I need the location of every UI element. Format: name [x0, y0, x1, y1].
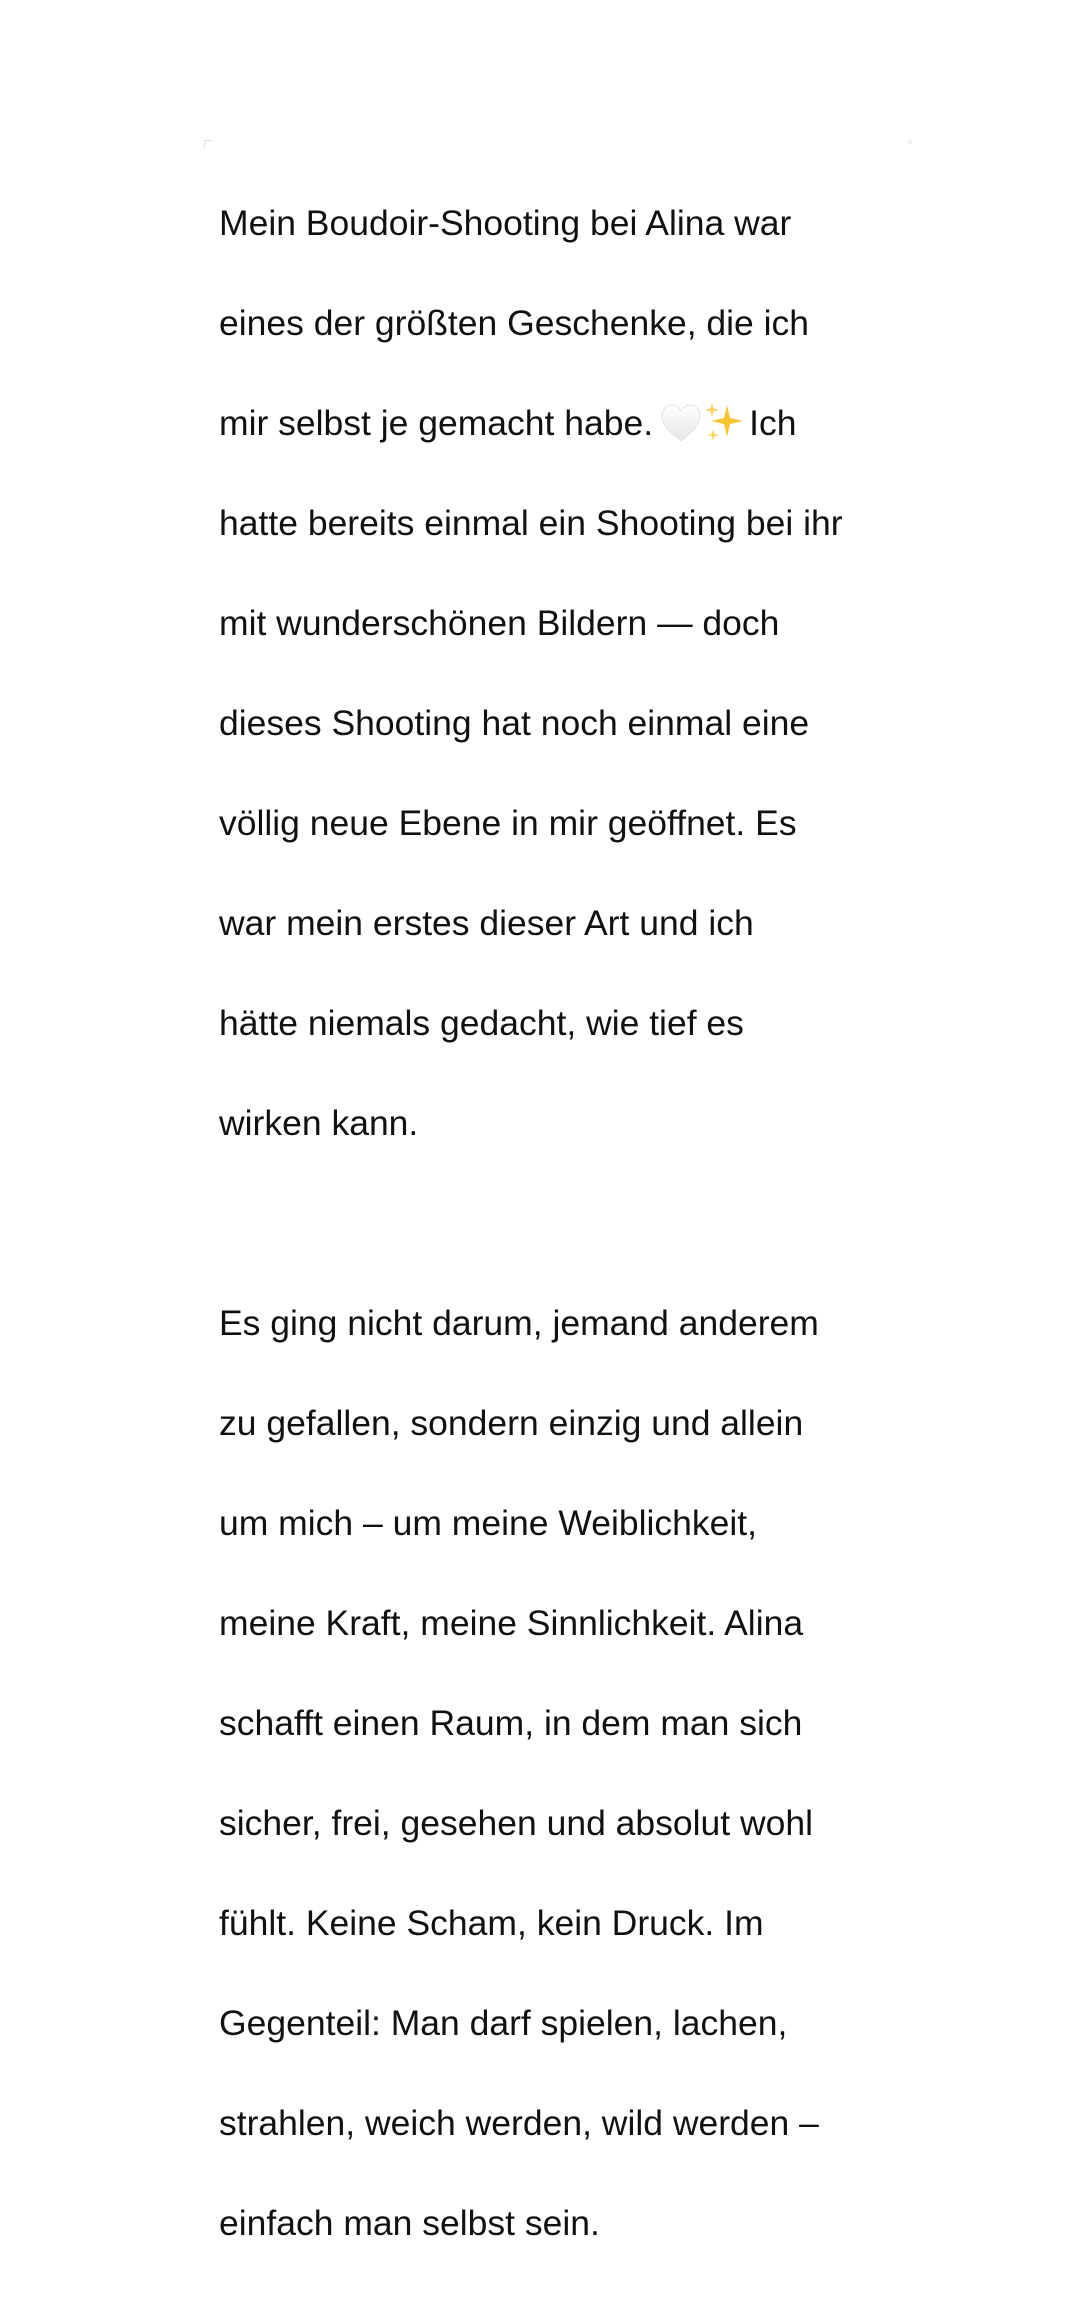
text-line: strahlen, weich werden, wild werden – [219, 2103, 819, 2143]
card-corner-mark [204, 140, 213, 149]
text-line: um mich – um meine Weiblichkeit, [219, 1503, 757, 1543]
text-line: Mein Boudoir-Shooting bei Alina war [219, 203, 792, 243]
text-line: war mein erstes dieser Art und ich [219, 903, 754, 943]
text-line: schafft einen Raum, in dem man sich [219, 1703, 803, 1743]
text-line: sicher, frei, gesehen und absolut wohl [219, 1803, 814, 1843]
text-line: wirken kann. [219, 1103, 419, 1143]
review-text [219, 148, 909, 2298]
white-heart-icon [659, 403, 703, 443]
text-fragment: mir selbst je gemacht habe. [219, 403, 654, 443]
paragraph-1 [219, 148, 909, 1198]
text-line: hätte niemals gedacht, wie tief es [219, 1003, 744, 1043]
text-line: mit wunderschönen Bildern — doch [219, 603, 780, 643]
text-line: meine Kraft, meine Sinnlichkeit. Alina [219, 1603, 804, 1643]
text-line: Es ging nicht darum, jemand anderem [219, 1303, 819, 1343]
text-line: Gegenteil: Man darf spielen, lachen, [219, 2003, 788, 2043]
card-corner-dot [908, 140, 912, 144]
text-line: hatte bereits einmal ein Shooting bei ihr [219, 503, 843, 543]
paragraph-2 [219, 1248, 909, 2298]
paragraph-gap [219, 1198, 909, 1248]
text-line: zu gefallen, sondern einzig und allein [219, 1403, 804, 1443]
text-fragment: Ich [749, 403, 797, 443]
text-line: dieses Shooting hat noch einmal eine [219, 703, 810, 743]
text-line: fühlt. Keine Scham, kein Druck. Im [219, 1903, 764, 1943]
text-line-with-emoji [219, 398, 909, 448]
sparkles-icon [703, 401, 747, 445]
text-line: völlig neue Ebene in mir geöffnet. Es [219, 803, 797, 843]
text-line: einfach man selbst sein. [219, 2203, 600, 2243]
text-line: eines der größten Geschenke, die ich [219, 303, 810, 343]
